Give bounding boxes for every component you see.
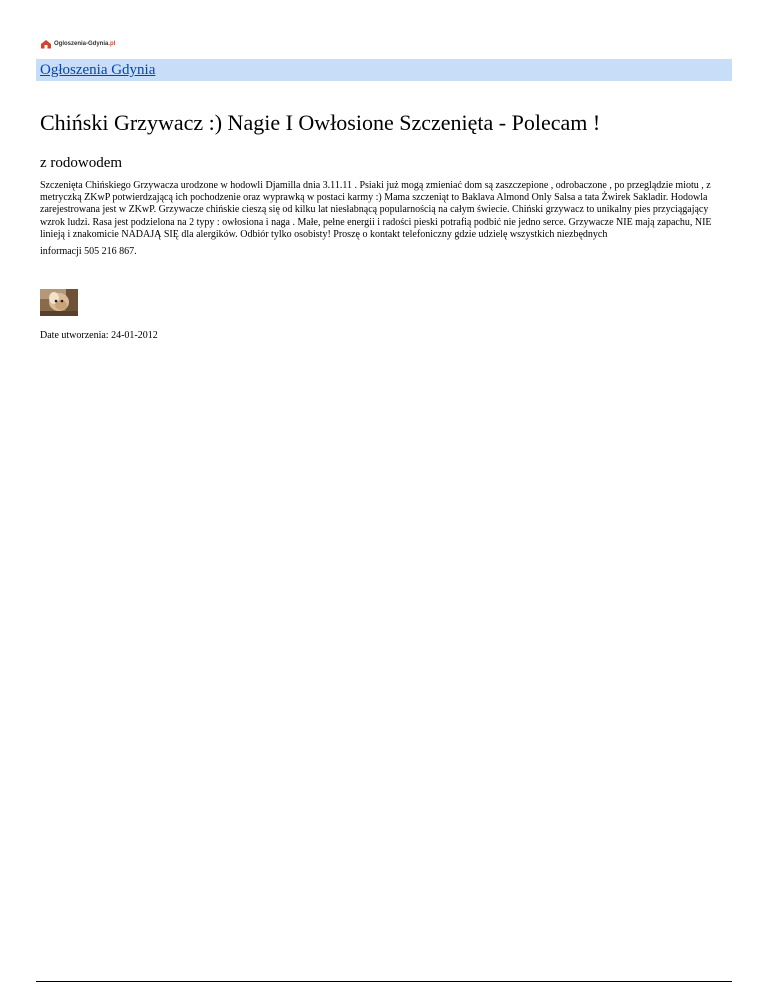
logo-text: Ogloszenia-Gdynia.pl bbox=[54, 41, 116, 47]
footer-divider bbox=[36, 981, 732, 982]
listing-title: Chiński Grzywacz :) Nagie I Owłosione Szczenięta - Polecam ! bbox=[40, 110, 601, 135]
dog-photo-thumbnail[interactable] bbox=[40, 289, 78, 316]
description-contact: informacji 505 216 867. bbox=[40, 246, 137, 258]
site-home-link[interactable]: Ogłoszenia Gdynia bbox=[40, 62, 156, 78]
house-icon bbox=[40, 39, 52, 49]
description-text: Szczenięta Chińskiego Grzywacza urodzone w hodowli Djamilla dnia 3.11.11 . Psiaki już mogą zmieniać dom są zaszczepione , odrobaczone , po przeglądzie miotu , z metryczką ZKwP potwierdzającą ich pochodzenie oraz wyprawką w postaci karmy :) Mama szczeniąt to Baklava Almond Only Salsa a tata Żwirek Sakladir. Hodowla zarejestrowana jest w ZKwP. Grzywacze chińskie cieszą się od kilku lat niesłabnącą popularnością na całym świecie. Chiński grzywacz to unikalny pies przyciągający wzrok ludzi. Rasa jest podzielona na 2 typy : owłosiona i naga . Małe, pełne energii i radości pieski potrafią podbić nie jedno serce. Grzywacze NIE mają zapachu, NIE linieją i znakomicie NADAJĄ SIĘ dla alergików. Odbiór tylko osobisty! Proszę o kontakt telefoniczny gdzie udzielę wszystkich niezbędnych bbox=[40, 180, 712, 240]
site-header-bar bbox=[36, 59, 732, 81]
listing-description bbox=[40, 180, 730, 258]
creation-date: Date utworzenia: 24-01-2012 bbox=[40, 330, 158, 341]
site-logo[interactable] bbox=[40, 38, 115, 50]
listing-subtitle: z rodowodem bbox=[40, 155, 123, 171]
